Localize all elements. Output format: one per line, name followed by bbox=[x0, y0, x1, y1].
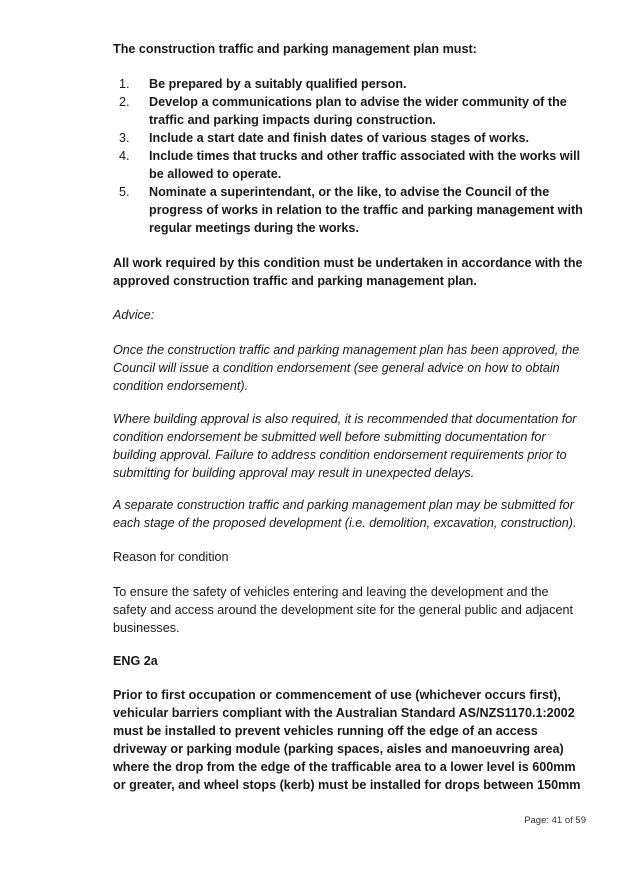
list-item-number: 3. bbox=[119, 131, 130, 145]
list-item-number: 4. bbox=[119, 149, 130, 163]
list-item bbox=[113, 147, 583, 183]
list-item bbox=[113, 93, 583, 129]
list-item-text: Develop a communications plan to advise the wider community of the traffic and parking impacts during construction. bbox=[149, 95, 567, 127]
list-item-text: Be prepared by a suitably qualified person. bbox=[149, 77, 407, 91]
list-item bbox=[113, 129, 583, 147]
list-item-text: Include a start date and finish dates of various stages of works. bbox=[149, 131, 530, 145]
list-item bbox=[113, 183, 583, 237]
list-item-text: Nominate a superintendant, or the like, to advise the Council of the progress of works in relation to the traffic and parking management with regular meetings during the works. bbox=[149, 185, 583, 235]
advice-paragraph-1: Once the construction traffic and parking management plan has been approved, the Council will issue a condition endorsement (see general advice on how to obtain condition endorsement). bbox=[113, 343, 580, 393]
all-work-text: All work required by this condition must be undertaken in accordance with the approved construction traffic and parking management plan. bbox=[113, 256, 583, 288]
list-item-number: 2. bbox=[119, 95, 130, 109]
page-number: Page: 41 of 59 bbox=[524, 815, 586, 826]
reason-label: Reason for condition bbox=[113, 550, 229, 564]
list-item-number: 5. bbox=[119, 185, 130, 199]
eng-2a-text: Prior to first occupation or commencement of use (whichever occurs first), vehicular barriers compliant with the Australian Standard AS/NZS1170.1:2002 must be installed to prevent vehicles running off the edge of an access driveway or parking module (parking spaces, aisles and manoeuvring area) where the drop from the edge of the trafficable area to a lower level is 600mm or greater, and wheel stops (kerb) must be installed for drops between 150mm bbox=[113, 688, 581, 792]
list-item bbox=[113, 75, 583, 93]
advice-paragraph-3: A separate construction traffic and parking management plan may be submitted for each stage of the proposed development (i.e. demolition, excavation, construction). bbox=[113, 498, 577, 530]
reason-text: To ensure the safety of vehicles entering and leaving the development and the safety and access around the development site for the general public and adjacent businesses. bbox=[113, 585, 573, 635]
advice-paragraph-2: Where building approval is also required, it is recommended that documentation for condition endorsement be submitted well before submitting documentation for building approval. Failure to address condition endorsement requirements prior to submitting for building approval may result in unexpected delays. bbox=[113, 412, 577, 480]
intro-text: The construction traffic and parking management plan must: bbox=[113, 42, 477, 56]
advice-label: Advice: bbox=[113, 308, 155, 322]
list-item-text: Include times that trucks and other traffic associated with the works will be allowed to operate. bbox=[149, 149, 581, 181]
requirements-list bbox=[113, 75, 583, 237]
section-heading: ENG 2a bbox=[113, 654, 158, 668]
list-item-number: 1. bbox=[119, 77, 130, 91]
